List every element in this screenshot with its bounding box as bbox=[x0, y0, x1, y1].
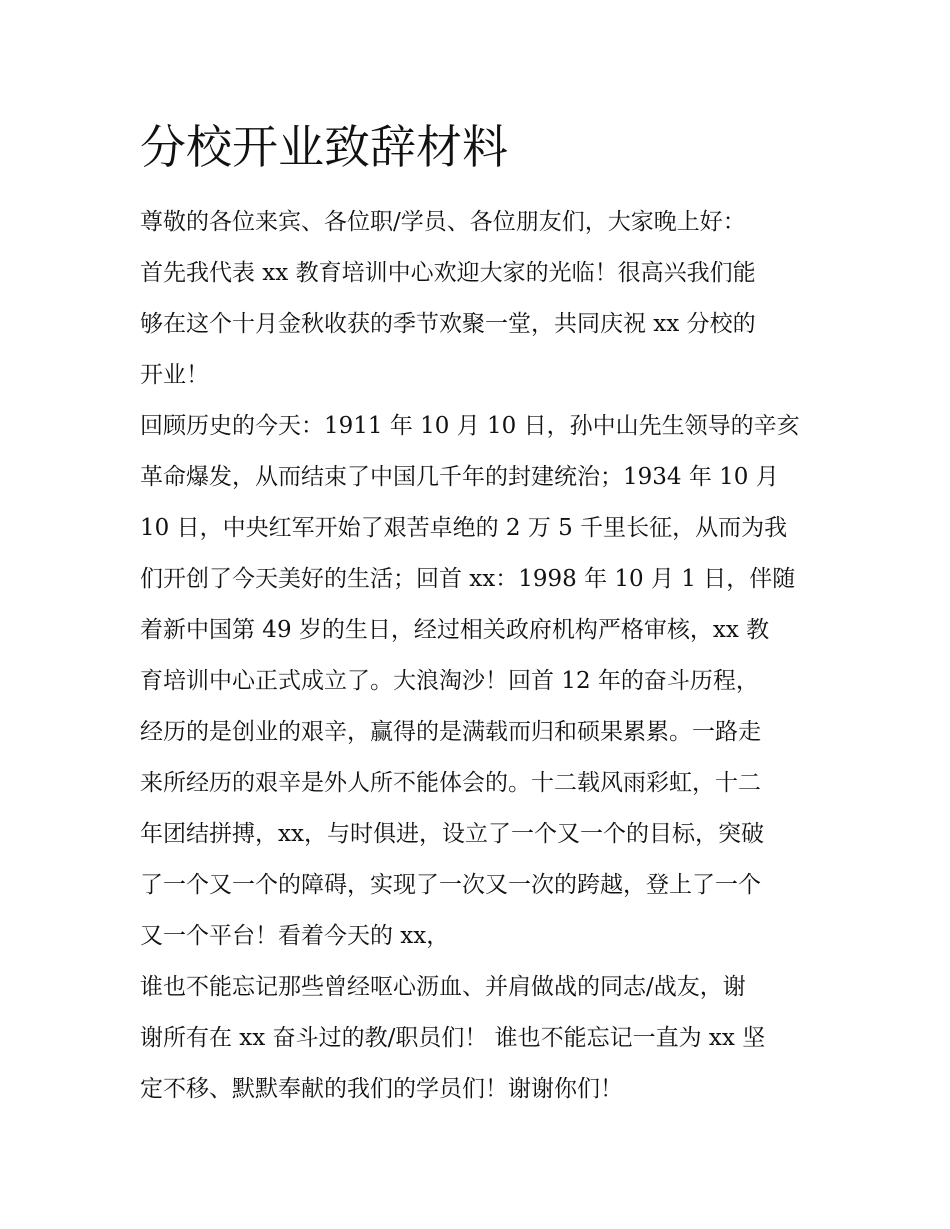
body-line: 们开创了今天美好的生活；回首 xx：1998 年 10 月 1 日，伴随 bbox=[140, 566, 796, 592]
body-line: 尊敬的各位来宾、各位职/学员、各位朋友们，大家晚上好： bbox=[140, 209, 746, 235]
body-line: 革命爆发，从而结束了中国几千年的封建统治；1934 年 10 月 bbox=[140, 464, 779, 490]
body-line: 开业！ bbox=[140, 362, 209, 388]
body-line: 了一个又一个的障碍，实现了一次又一次的跨越，登上了一个 bbox=[140, 872, 761, 898]
body-line: 够在这个十月金秋收获的季节欢聚一堂，共同庆祝 xx 分校的 bbox=[140, 311, 756, 337]
body-line: 育培训中心正式成立了。大浪淘沙！回首 12 年的奋斗历程， bbox=[140, 668, 759, 694]
body-line: 经历的是创业的艰辛，赢得的是满载而归和硕果累累。一路走 bbox=[140, 719, 761, 745]
body-line: 又一个平台！看着今天的 xx， bbox=[140, 923, 450, 949]
body-line: 首先我代表 xx 教育培训中心欢迎大家的光临！很高兴我们能 bbox=[140, 260, 756, 286]
body-line: 年团结拼搏，xx，与时俱进，设立了一个又一个的目标，突破 bbox=[140, 821, 764, 847]
body-line: 回顾历史的今天：1911 年 10 月 10 日，孙中山先生领导的辛亥 bbox=[140, 413, 800, 439]
body-line: 10 日，中央红军开始了艰苦卓绝的 2 万 5 千里长征，从而为我 bbox=[140, 515, 788, 541]
body-line: 着新中国第 49 岁的生日，经过相关政府机构严格审核，xx 教 bbox=[140, 617, 770, 643]
document-body bbox=[140, 197, 820, 1115]
body-line: 谢所有在 xx 奋斗过的教/职员们！ 谁也不能忘记一直为 xx 坚 bbox=[140, 1025, 766, 1051]
document-title: 分校开业致辞材料 bbox=[140, 120, 508, 174]
body-line: 定不移、默默奉献的我们的学员们！谢谢你们！ bbox=[140, 1076, 623, 1102]
body-line: 谁也不能忘记那些曾经呕心沥血、并肩做战的同志/战友，谢 bbox=[140, 974, 746, 1000]
body-line: 来所经历的艰辛是外人所不能体会的。十二载风雨彩虹，十二 bbox=[140, 770, 761, 796]
